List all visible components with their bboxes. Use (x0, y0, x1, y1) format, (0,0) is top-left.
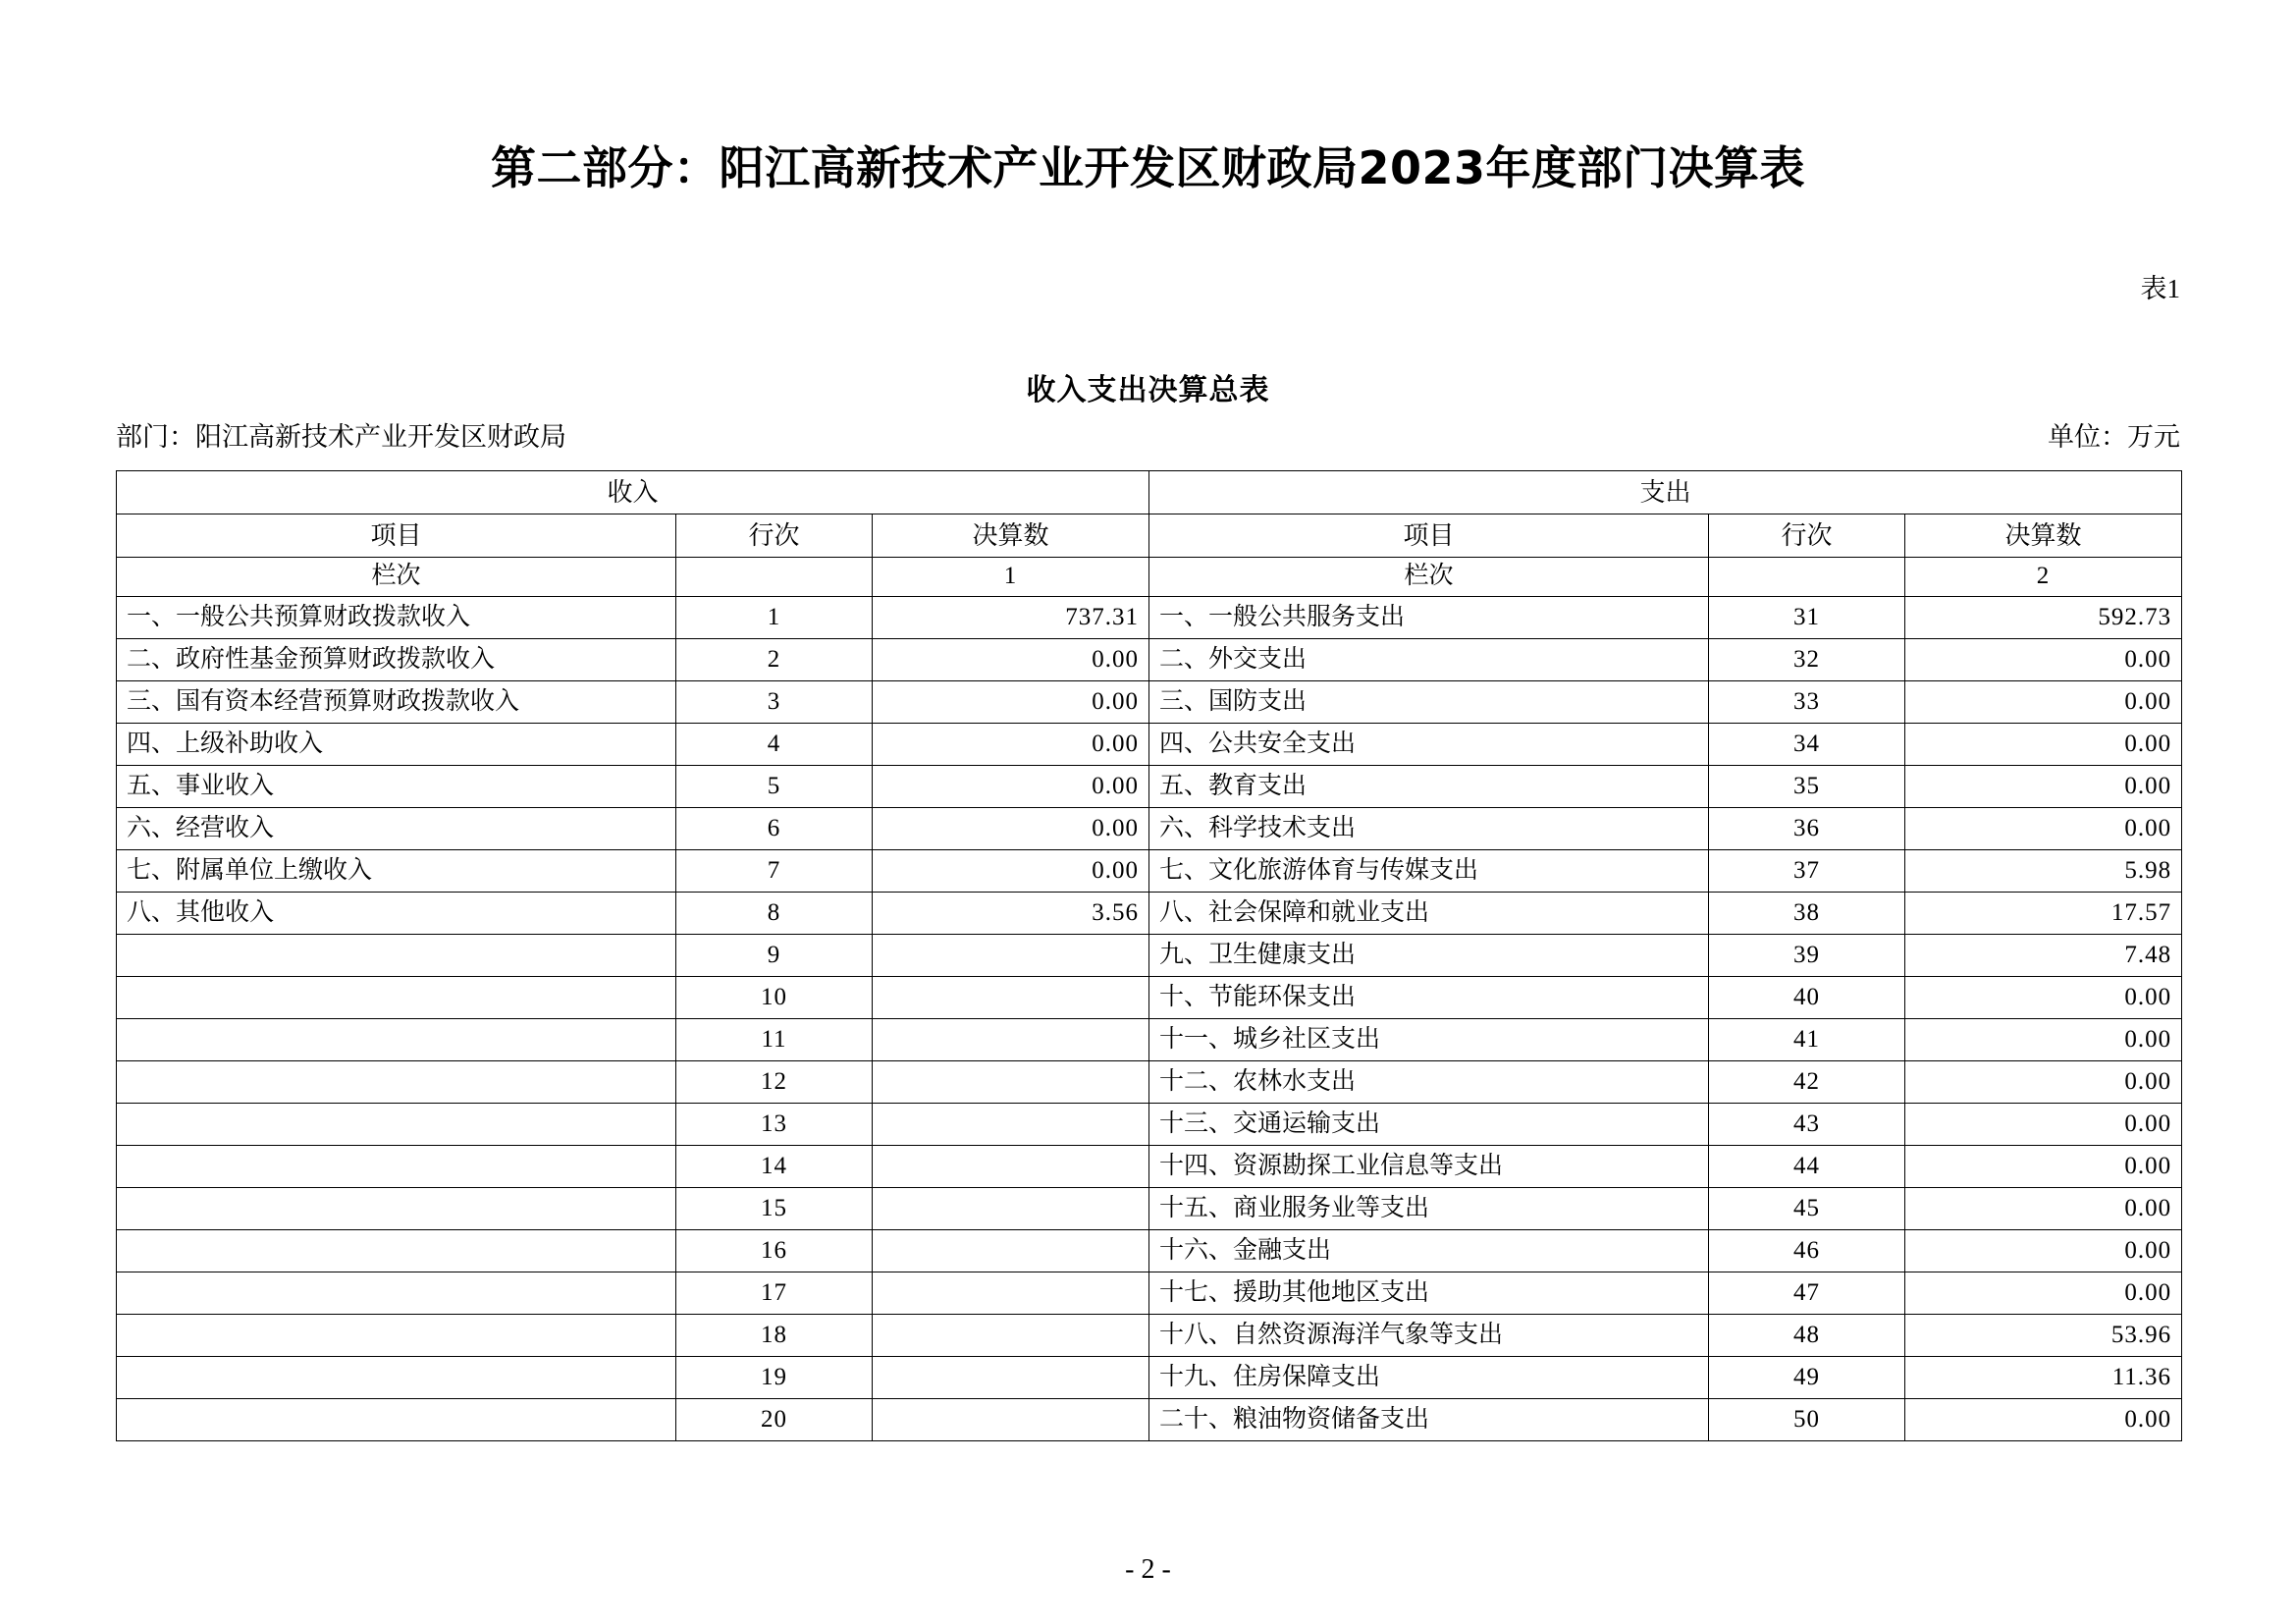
income-amount-cell (873, 1315, 1149, 1357)
table-row (117, 808, 2182, 850)
page-number: - 2 - (1125, 1554, 1171, 1585)
income-item-cell (117, 1315, 676, 1357)
expense-amount-cell: 7.48 (1905, 935, 2182, 977)
table-row (117, 1104, 2182, 1146)
expense-amount-cell: 0.00 (1905, 977, 2182, 1019)
income-item-cell: 二、政府性基金预算财政拨款收入 (117, 639, 676, 681)
expense-line-no-cell: 46 (1709, 1230, 1905, 1272)
income-item-cell: 四、上级补助收入 (117, 724, 676, 766)
table-row (117, 1315, 2182, 1357)
income-line-no-cell: 13 (676, 1104, 873, 1146)
expense-line-no-cell: 31 (1709, 597, 1905, 639)
income-amount-cell (873, 1188, 1149, 1230)
income-line-no-cell: 12 (676, 1061, 873, 1104)
expense-amount-cell: 0.00 (1905, 639, 2182, 681)
expense-item-cell: 七、文化旅游体育与传媒支出 (1149, 850, 1709, 893)
expense-line-no-cell: 44 (1709, 1146, 1905, 1188)
expense-item-cell: 五、教育支出 (1149, 766, 1709, 808)
expense-line-no-cell: 40 (1709, 977, 1905, 1019)
income-line-no-cell: 16 (676, 1230, 873, 1272)
expense-line-no-cell: 50 (1709, 1399, 1905, 1441)
expense-amount-cell: 0.00 (1905, 766, 2182, 808)
table-row (117, 639, 2182, 681)
income-item-cell (117, 1019, 676, 1061)
expense-item-cell: 二十、粮油物资储备支出 (1149, 1399, 1709, 1441)
expense-amount-cell: 0.00 (1905, 1061, 2182, 1104)
income-item-cell (117, 1230, 676, 1272)
table-row (117, 977, 2182, 1019)
expense-item-cell: 六、科学技术支出 (1149, 808, 1709, 850)
income-line-no-cell: 19 (676, 1357, 873, 1399)
column-index-expense-line-blank (1709, 558, 1905, 597)
column-index-label-expense: 栏次 (1149, 558, 1709, 597)
expense-item-cell: 四、公共安全支出 (1149, 724, 1709, 766)
income-amount-cell: 737.31 (873, 597, 1149, 639)
expense-item-cell: 八、社会保障和就业支出 (1149, 893, 1709, 935)
income-amount-cell (873, 1399, 1149, 1441)
income-amount-cell (873, 977, 1149, 1019)
column-index-income-amount: 1 (873, 558, 1149, 597)
table-row (117, 1061, 2182, 1104)
expense-line-no-cell: 49 (1709, 1357, 1905, 1399)
table-row (117, 1230, 2182, 1272)
table-row (117, 893, 2182, 935)
table-number-label: 表1 (2140, 274, 2180, 303)
expense-line-no-cell: 36 (1709, 808, 1905, 850)
expense-amount-cell: 0.00 (1905, 1146, 2182, 1188)
expense-item-cell: 十二、农林水支出 (1149, 1061, 1709, 1104)
expense-amount-cell: 17.57 (1905, 893, 2182, 935)
expense-item-cell: 十八、自然资源海洋气象等支出 (1149, 1315, 1709, 1357)
table-row (117, 681, 2182, 724)
table-row (117, 1019, 2182, 1061)
income-item-cell: 八、其他收入 (117, 893, 676, 935)
expense-line-no-cell: 41 (1709, 1019, 1905, 1061)
column-header-income-amount: 决算数 (873, 514, 1149, 558)
income-line-no-cell: 11 (676, 1019, 873, 1061)
income-amount-cell (873, 1357, 1149, 1399)
income-item-cell (117, 1188, 676, 1230)
income-amount-cell (873, 1146, 1149, 1188)
table-row (117, 1399, 2182, 1441)
income-line-no-cell: 4 (676, 724, 873, 766)
income-item-cell (117, 977, 676, 1019)
income-line-no-cell: 1 (676, 597, 873, 639)
expense-item-cell: 二、外交支出 (1149, 639, 1709, 681)
expense-amount-cell: 0.00 (1905, 1188, 2182, 1230)
column-index-label-income: 栏次 (117, 558, 676, 597)
table-row (117, 850, 2182, 893)
income-line-no-cell: 3 (676, 681, 873, 724)
expense-item-cell: 三、国防支出 (1149, 681, 1709, 724)
income-line-no-cell: 17 (676, 1272, 873, 1315)
expense-line-no-cell: 39 (1709, 935, 1905, 977)
expense-item-cell: 十五、商业服务业等支出 (1149, 1188, 1709, 1230)
income-line-no-cell: 2 (676, 639, 873, 681)
income-amount-cell (873, 1104, 1149, 1146)
table-row (117, 724, 2182, 766)
income-item-cell: 七、附属单位上缴收入 (117, 850, 676, 893)
expense-amount-cell: 11.36 (1905, 1357, 2182, 1399)
table-row (117, 1188, 2182, 1230)
expense-amount-cell: 0.00 (1905, 724, 2182, 766)
income-amount-cell (873, 1230, 1149, 1272)
expense-item-cell: 十七、援助其他地区支出 (1149, 1272, 1709, 1315)
expense-amount-cell: 0.00 (1905, 681, 2182, 724)
column-header-expense-line-no: 行次 (1709, 514, 1905, 558)
income-amount-cell (873, 1272, 1149, 1315)
expense-amount-cell: 53.96 (1905, 1315, 2182, 1357)
table-row (117, 597, 2182, 639)
income-amount-cell: 0.00 (873, 850, 1149, 893)
income-line-no-cell: 18 (676, 1315, 873, 1357)
expense-line-no-cell: 33 (1709, 681, 1905, 724)
income-item-cell (117, 1399, 676, 1441)
income-line-no-cell: 14 (676, 1146, 873, 1188)
income-item-cell (117, 1272, 676, 1315)
expense-amount-cell: 0.00 (1905, 1399, 2182, 1441)
table-caption: 收入支出决算总表 (1026, 372, 1270, 407)
income-line-no-cell: 15 (676, 1188, 873, 1230)
income-item-cell (117, 1357, 676, 1399)
column-header-income-line-no: 行次 (676, 514, 873, 558)
table-row (117, 1146, 2182, 1188)
income-line-no-cell: 20 (676, 1399, 873, 1441)
expense-line-no-cell: 34 (1709, 724, 1905, 766)
expense-amount-cell: 592.73 (1905, 597, 2182, 639)
expense-line-no-cell: 48 (1709, 1315, 1905, 1357)
expense-amount-cell: 5.98 (1905, 850, 2182, 893)
unit-label: 单位：万元 (2048, 422, 2180, 452)
table-row (117, 766, 2182, 808)
department-label: 部门：阳江高新技术产业开发区财政局 (116, 422, 566, 452)
expense-item-cell: 十三、交通运输支出 (1149, 1104, 1709, 1146)
expense-item-cell: 十九、住房保障支出 (1149, 1357, 1709, 1399)
expense-item-cell: 十四、资源勘探工业信息等支出 (1149, 1146, 1709, 1188)
income-amount-cell (873, 935, 1149, 977)
income-item-cell: 五、事业收入 (117, 766, 676, 808)
column-index-expense-amount: 2 (1905, 558, 2182, 597)
expense-item-cell: 十、节能环保支出 (1149, 977, 1709, 1019)
expense-line-no-cell: 45 (1709, 1188, 1905, 1230)
table-column-index-row (117, 558, 2182, 597)
income-item-cell: 六、经营收入 (117, 808, 676, 850)
expense-item-cell: 一、一般公共服务支出 (1149, 597, 1709, 639)
column-header-expense-amount: 决算数 (1905, 514, 2182, 558)
income-line-no-cell: 9 (676, 935, 873, 977)
column-header-expense-item: 项目 (1149, 514, 1709, 558)
expense-amount-cell: 0.00 (1905, 1272, 2182, 1315)
expense-amount-cell: 0.00 (1905, 1019, 2182, 1061)
income-line-no-cell: 7 (676, 850, 873, 893)
column-header-income-item: 项目 (117, 514, 676, 558)
expense-amount-cell: 0.00 (1905, 1230, 2182, 1272)
expense-line-no-cell: 42 (1709, 1061, 1905, 1104)
table-row (117, 935, 2182, 977)
column-index-income-line-blank (676, 558, 873, 597)
expense-line-no-cell: 38 (1709, 893, 1905, 935)
income-amount-cell (873, 1019, 1149, 1061)
income-item-cell (117, 1146, 676, 1188)
expense-amount-cell: 0.00 (1905, 1104, 2182, 1146)
income-amount-cell: 3.56 (873, 893, 1149, 935)
expense-amount-cell: 0.00 (1905, 808, 2182, 850)
income-item-cell: 三、国有资本经营预算财政拨款收入 (117, 681, 676, 724)
expense-item-cell: 九、卫生健康支出 (1149, 935, 1709, 977)
income-amount-cell (873, 1061, 1149, 1104)
income-item-cell (117, 1104, 676, 1146)
income-amount-cell: 0.00 (873, 639, 1149, 681)
income-amount-cell: 0.00 (873, 681, 1149, 724)
table-meta-row (116, 415, 2180, 454)
income-line-no-cell: 5 (676, 766, 873, 808)
page-title: 第二部分：阳江高新技术产业开发区财政局2023年度部门决算表 (490, 140, 1806, 194)
income-line-no-cell: 6 (676, 808, 873, 850)
income-amount-cell: 0.00 (873, 766, 1149, 808)
expense-line-no-cell: 43 (1709, 1104, 1905, 1146)
income-line-no-cell: 8 (676, 893, 873, 935)
expense-line-no-cell: 35 (1709, 766, 1905, 808)
expense-line-no-cell: 37 (1709, 850, 1905, 893)
table-section-header-row (117, 471, 2182, 514)
income-amount-cell: 0.00 (873, 724, 1149, 766)
expense-line-no-cell: 47 (1709, 1272, 1905, 1315)
income-expense-final-accounts-table (116, 470, 2182, 1441)
income-item-cell (117, 935, 676, 977)
section-header-income: 收入 (117, 471, 1149, 514)
table-column-header-row (117, 514, 2182, 558)
income-item-cell (117, 1061, 676, 1104)
section-header-expense: 支出 (1149, 471, 2182, 514)
expense-line-no-cell: 32 (1709, 639, 1905, 681)
table-row (117, 1357, 2182, 1399)
income-item-cell: 一、一般公共预算财政拨款收入 (117, 597, 676, 639)
table-row (117, 1272, 2182, 1315)
income-line-no-cell: 10 (676, 977, 873, 1019)
income-amount-cell: 0.00 (873, 808, 1149, 850)
expense-item-cell: 十六、金融支出 (1149, 1230, 1709, 1272)
expense-item-cell: 十一、城乡社区支出 (1149, 1019, 1709, 1061)
